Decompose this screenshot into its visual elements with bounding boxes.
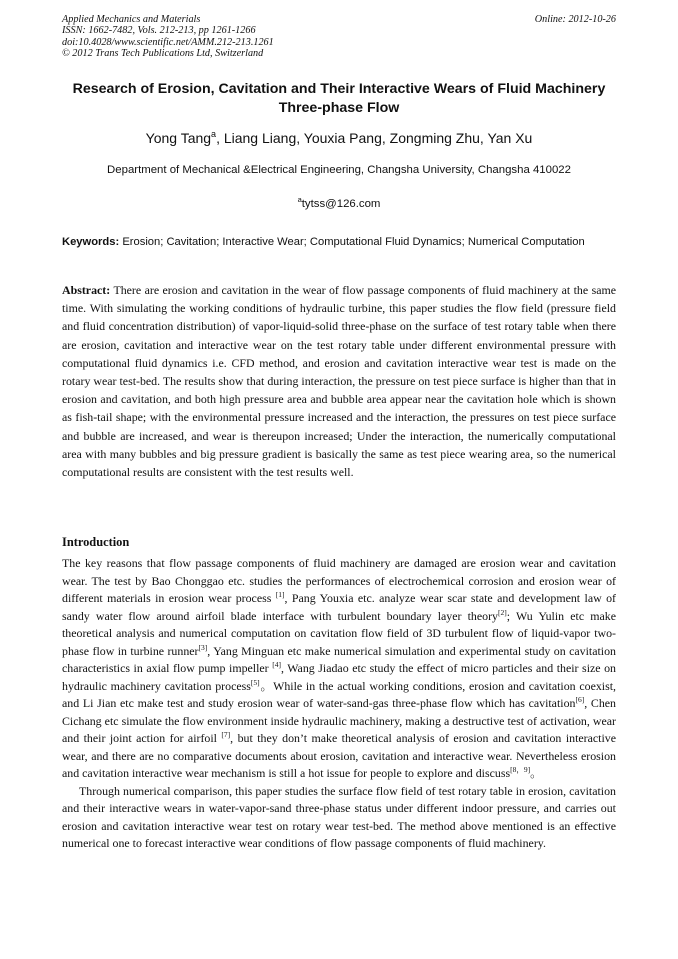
abstract-text: There are erosion and cavitation in the wear of flow passage components of fluid machinery at the same time. With simulating the working conditions of hydraulic turbine, this paper studies the flow field (pressure field and fluid concentration distribution) of vapor-liquid-solid three-phase on the surface of test rotary table when there are erosion, cavitation and interactive wear on the test rotary table under different environmental pressure with computational fluid dynamics i.e. CFD method, and erosion and cavitation interactive wear test is made on the rotary wear test-bed. The results show that during interaction, the pressure on test piece surface is higher than that in erosion and cavitation, and both high pressure area and bubble area appear near the cavitation hole which is shown as fish-tail shape; with the environmental pressure increased and the interaction, the pressures on test piece surface and bubble are increased, and wear is thereupon increased; Under the interaction, the numerically computational area with many bubbles and big pressure gradient is basically the same as test piece wearing area, so the numerical computational results are consistent with the test results well.: [62, 283, 616, 480]
other-authors: , Liang Liang, Youxia Pang, Zongming Zhu, Yan Xu: [216, 130, 533, 146]
copyright-line: © 2012 Trans Tech Publications Ltd, Switzerland: [62, 48, 264, 60]
keywords-label: Keywords:: [62, 236, 120, 248]
contact-email: [62, 197, 616, 212]
journal-name: Applied Mechanics and Materials: [62, 14, 201, 25]
intro-text: ; Wu Yulin etc make theoretical analysis and numerical computation on cavitation flow field of 3D turbulent flow of liquid-vapor two-phase flow in turbine runner: [62, 608, 616, 658]
intro-text: , Chen Cichang etc simulate the flow environment inside hydraulic machinery, making a destructive test of activation, wear and their joint action for airfoil: [62, 696, 617, 745]
keywords-text: Erosion; Cavitation; Interactive Wear; Computational Fluid Dynamics; Numerical Computation: [122, 236, 585, 248]
intro-text: , Pang Youxia etc. analyze wear scar state and development law of sandy water flow around airfoil blade interface with turbulent boundary layer theory: [62, 591, 616, 623]
intro-text: 。While in the actual working conditions, erosion and cavitation coexist, and Li Jian etc make test and study erosion wear of water-sand-gas three-phase flow which has cavitation: [62, 678, 617, 710]
affiliation: Department of Mechanical &Electrical Engineering, Changsha University, Changsha 410022: [107, 164, 571, 176]
keywords-block: [62, 234, 616, 252]
abstract-block: [62, 281, 616, 481]
citation-ref: [1]: [275, 590, 285, 599]
paper-title: Research of Erosion, Cavitation and Their Interactive Wears of Fluid Machinery Three-phase Flow: [72, 81, 606, 116]
journal-header: [62, 14, 616, 60]
intro-paragraph-1: [62, 555, 616, 783]
abstract-label: Abstract:: [62, 283, 111, 297]
doi-line: doi:10.4028/www.scientific.net/AMM.212-213.1261: [62, 36, 274, 48]
author-affil-marker: a: [211, 129, 217, 139]
intro-text: 。: [530, 766, 542, 780]
citation-ref: [7]: [221, 730, 231, 739]
citation-ref: [8，9]: [510, 765, 531, 774]
email-address: tytss@126.com: [301, 198, 381, 210]
issn-line: ISSN: 1662-7482, Vols. 212-213, pp 1261-1266: [62, 25, 256, 37]
intro-text: , but they don’t make theoretical analysis of erosion and cavitation interactive wear, and there are no comparative documents about erosion, cavitation and interactive wear. Nevertheless erosion and cavitation interactive wear mechanism is still a hot issue for people to explore and discuss: [62, 731, 616, 780]
citation-ref: [6]: [575, 695, 585, 704]
citation-ref: [4]: [272, 660, 281, 669]
introduction-body: [62, 555, 616, 853]
author-list: [62, 129, 616, 147]
citation-ref: [5]: [250, 677, 260, 687]
email-marker: a: [297, 195, 302, 204]
citation-ref: [3]: [198, 642, 208, 652]
introduction-heading: Introduction: [62, 535, 130, 549]
first-author: Yong Tang: [145, 130, 212, 146]
intro-text: , Yang Minguan etc make numerical simulation and experimental study on cavitation characteristics in axial flow pump impeller: [62, 643, 616, 675]
intro-text: The key reasons that flow passage components of fluid machinery are damaged are erosion wear and cavitation wear. The test by Bao Chonggao etc. studies the performances of electrochemical corrosion and erosion wear of different materials in erosion wear process: [62, 556, 616, 605]
intro-text: , Wang Jiadao etc study the effect of micro particles and their size on hydraulic machinery cavitation process: [62, 661, 616, 693]
intro-paragraph-2: Through numerical comparison, this paper studies the surface flow field of test rotary table in erosion, cavitation and their interactive wears in water-vapor-sand three-phase status under different indoor pressure, and carries out erosion and cavitation interactive wear test on rotary wear test-bed. The method above mentioned is an effective numerical one to forecast interactive wear conditions of flow passage components of fluid machinery.: [62, 783, 616, 850]
citation-ref: [2]: [497, 607, 507, 617]
online-date: Online: 2012-10-26: [534, 14, 616, 25]
